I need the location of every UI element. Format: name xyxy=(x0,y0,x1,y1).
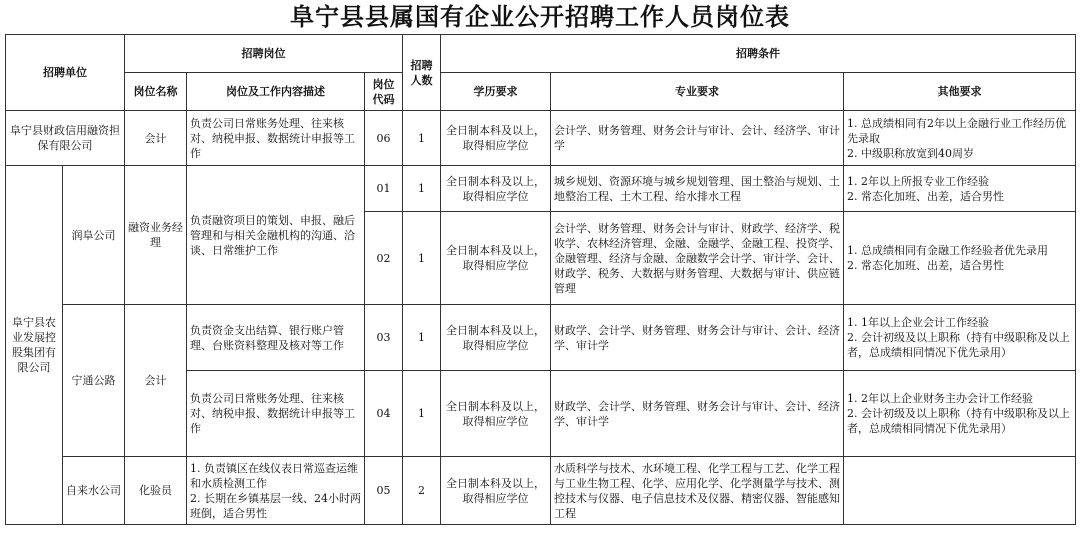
table-row xyxy=(6,111,1076,166)
edu-cell: 全日制本科及以上，取得相应学位 xyxy=(441,305,551,371)
other-cell xyxy=(844,305,1076,371)
major-cell: 财政学、会计学、财务管理、财务会计与审计、会计、经济学、审计学 xyxy=(551,305,844,371)
post-desc-cell: 负责公司日常账务处理、往来核对、纳税申报、数据统计申报等工作 xyxy=(187,111,365,166)
other-cell xyxy=(844,111,1076,166)
post-code-cell: 01 xyxy=(365,166,403,212)
count-cell: 1 xyxy=(403,111,441,166)
other-line: 2. 常态化加班、出差，适合男性 xyxy=(847,259,1004,272)
post-code-cell: 06 xyxy=(365,111,403,166)
header-edu: 学历要求 xyxy=(441,73,551,111)
sub-unit-cell: 宁通公路 xyxy=(63,305,125,457)
unit-cell: 阜宁县财政信用融资担保有限公司 xyxy=(6,111,125,166)
post-code-cell: 05 xyxy=(365,457,403,525)
major-cell: 水质科学与技术、水环境工程、化学工程与工艺、化学工程与工业生物工程、化学、应用化学、化学测量学与技术、测控技术与仪器、电子信息技术及仪器、精密仪器、智能感知工程 xyxy=(551,457,844,525)
edu-cell: 全日制本科及以上，取得相应学位 xyxy=(441,166,551,212)
header-post-group: 招聘岗位 xyxy=(125,35,403,73)
other-cell xyxy=(844,371,1076,457)
header-conditions: 招聘条件 xyxy=(441,35,1076,73)
major-cell: 会计学、财务管理、财务会计与审计、会计、经济学、审计学 xyxy=(551,111,844,166)
post-desc-cell: 负责融资项目的策划、申报、融后管理和与相关金融机构的沟通、洽谈、日常维护工作 xyxy=(187,166,365,305)
edu-cell: 全日制本科及以上，取得相应学位 xyxy=(441,371,551,457)
job-table xyxy=(5,34,1076,525)
other-line: 1. 2年以上所报专业工作经验 xyxy=(847,174,989,188)
table-row xyxy=(6,457,1076,525)
post-name-cell: 会计 xyxy=(125,305,187,457)
group-unit-cell: 阜宁县农业发展控股集团有限公司 xyxy=(6,166,63,525)
other-line: 2. 会计初级及以上职称（持有中级职称及以上者，总成绩相同情况下优先录用） xyxy=(847,331,1070,359)
other-line: 2. 中级职称放宽到40周岁 xyxy=(847,146,974,160)
post-code-cell: 04 xyxy=(365,371,403,457)
sub-unit-cell: 润阜公司 xyxy=(63,166,125,305)
other-line: 1. 总成绩相同有金融工作经验者优先录用 xyxy=(847,244,1048,257)
header-row-2 xyxy=(6,73,1076,111)
page-title: 阜宁县县属国有企业公开招聘工作人员岗位表 xyxy=(290,3,790,31)
other-line: 1. 2年以上企业财务主办会计工作经验 xyxy=(847,392,1033,405)
table-row xyxy=(6,305,1076,371)
table-row xyxy=(6,166,1076,212)
count-cell: 2 xyxy=(403,457,441,525)
other-cell xyxy=(844,212,1076,305)
post-name-cell: 化验员 xyxy=(125,457,187,525)
header-count: 招聘人数 xyxy=(403,35,441,111)
desc-line: 1. 负责镇区在线仪表日常巡查运维和水质检测工作 xyxy=(190,461,358,490)
other-cell xyxy=(844,166,1076,212)
sub-unit-cell: 自来水公司 xyxy=(63,457,125,525)
other-line: 2. 常态化加班、出差，适合男性 xyxy=(847,189,1004,203)
header-post-name: 岗位名称 xyxy=(125,73,187,111)
major-cell: 会计学、财务管理、财务会计与审计、财政学、经济学、税收学、农林经济管理、金融、金融学、金融工程、投资学、金融管理、经济与金融、金融数学会计学、审计学、会计、财政学、税务、大数据与财务管理、大数据与审计、供应链管理 xyxy=(551,212,844,305)
edu-cell: 全日制本科及以上，取得相应学位 xyxy=(441,212,551,305)
edu-cell: 全日制本科及以上，取得相应学位 xyxy=(441,111,551,166)
post-desc-cell: 负责资金支出结算、银行账户管理、台账资料整理及核对等工作 xyxy=(187,305,365,371)
post-name-cell: 融资业务经理 xyxy=(125,166,187,305)
other-line: 2. 会计初级及以上职称（持有中级职称及以上者，总成绩相同情况下优先录用） xyxy=(847,407,1070,435)
other-line: 1. 1年以上企业会计工作经验 xyxy=(847,316,989,329)
other-line: 1. 总成绩相同有2年以上金融行业工作经历优先录取 xyxy=(847,116,1066,145)
header-post-code: 岗位代码 xyxy=(365,73,403,111)
major-cell: 城乡规划、资源环境与城乡规划管理、国土整治与规划、土地整治工程、土木工程、给水排水工程 xyxy=(551,166,844,212)
post-code-cell: 02 xyxy=(365,212,403,305)
header-post-desc: 岗位及工作内容描述 xyxy=(187,73,365,111)
desc-line: 2. 长期在乡镇基层一线、24小时两班倒，适合男性 xyxy=(190,491,361,520)
count-cell: 1 xyxy=(403,305,441,371)
count-cell: 1 xyxy=(403,371,441,457)
header-row-1 xyxy=(6,35,1076,73)
header-other: 其他要求 xyxy=(844,73,1076,111)
header-unit: 招聘单位 xyxy=(6,35,125,111)
header-major: 专业要求 xyxy=(551,73,844,111)
post-name-cell: 会计 xyxy=(125,111,187,166)
major-cell: 财政学、会计学、财务管理、财务会计与审计、会计、经济学、审计学 xyxy=(551,371,844,457)
count-cell: 1 xyxy=(403,212,441,305)
other-cell xyxy=(844,457,1076,525)
post-code-cell: 03 xyxy=(365,305,403,371)
count-cell: 1 xyxy=(403,166,441,212)
post-desc-cell: 负责公司日常账务处理、往来核对、纳税申报、数据统计申报等工作 xyxy=(187,371,365,457)
edu-cell: 全日制本科及以上，取得相应学位 xyxy=(441,457,551,525)
post-desc-cell xyxy=(187,457,365,525)
